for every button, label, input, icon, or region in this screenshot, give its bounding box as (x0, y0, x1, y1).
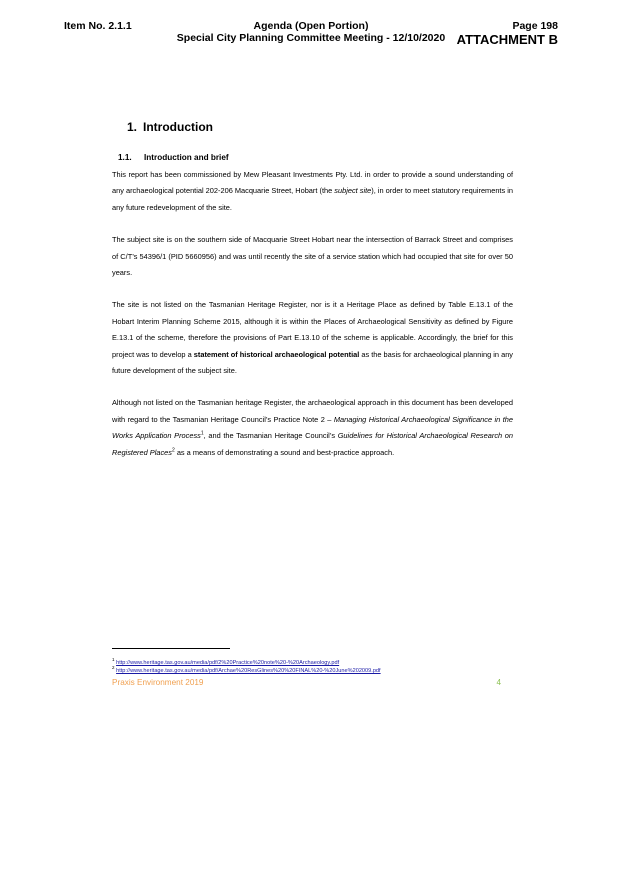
p4-text-a: Although not listed on the Tasmanian heritage Register, the archaeological approach in this document has been developed with regard to the Tasmanian Heritage Council’s Practice Note 2 – (112, 398, 513, 424)
p1-emphasis: subject site (334, 186, 372, 196)
footnote-1-number: 1 (112, 657, 115, 663)
item-number: Item No. 2.1.1 (64, 20, 132, 32)
p3-text-a: The site is not listed on the Tasmanian Heritage Register, nor is it a Heritage Place as defined by Table E.13.1 of the Hobart Interim Planning Scheme 2015, although it is within the Places of Archaeological Sensitivity as defined by Figure E.13.1 of the scheme, therefore the provisions of Part E.13.10 of the scheme is applicable. Accordingly, the brief for this project was to develop a (112, 300, 513, 359)
paragraph-4 (112, 395, 513, 461)
subsection-heading (118, 153, 513, 162)
p4-emphasis-1: Managing Historical Archaeological Significance in the Works Application Process (112, 414, 514, 441)
footnote-1-link[interactable]: http://www.heritage.tas.gov.au/media/pdf/2%20Practice%20note%20-%20Archaeology.pdf (116, 660, 340, 666)
subsection-title: Introduction and brief (144, 153, 229, 162)
footnote-2-number: 2 (112, 665, 115, 671)
p4-emphasis-2: Guidelines for Historical Archaeological Research on Registered Places (112, 431, 514, 457)
p4-text-b: , and the Tasmanian Heritage Council’s (203, 431, 338, 441)
section-heading (127, 120, 513, 134)
section-title: Introduction (143, 120, 213, 134)
subsection-number: 1.1. (118, 153, 132, 162)
footer-page-number: 4 (496, 678, 501, 687)
p1-text-a: This report has been commissioned by Mew Pleasant Investments Pty. Ltd. in order to provide a sound understanding of any archaeological potential 202-206 Macquarie Street, Hobart (the (112, 170, 513, 196)
page-footer (112, 678, 501, 687)
section-number: 1. (127, 120, 138, 134)
p3-strong: statement of historical archaeological potential (193, 349, 360, 359)
page-header (457, 20, 558, 47)
paragraph-3 (112, 297, 513, 379)
footnote-2-link[interactable]: http://www.heritage.tas.gov.au/media/pdf/Archae%20ResGlines%20%20FINAL%20-%20June%202009.pdf (116, 668, 381, 674)
footnote-ref-2[interactable]: 2 (171, 447, 175, 454)
paragraph-1 (112, 167, 513, 216)
footnote-2 (112, 667, 381, 675)
page-number-header: Page 198 (512, 20, 558, 32)
attachment-label: ATTACHMENT B (456, 32, 558, 47)
agenda-title: Agenda (Open Portion) (253, 20, 369, 32)
paragraph-2: The subject site is on the southern side of Macquarie Street Hobart near the intersection of Barrack Street and comprises of C/T’s 54396/1 (PID 5660956) and was until recently the site of a service station which had occupied that site for over 50 years. (112, 235, 513, 278)
footnote-divider (112, 648, 230, 649)
footnote-ref-1[interactable]: 1 (200, 430, 204, 437)
p3-text-b: as the basis for archaeological planning in any future development of the subject site. (112, 349, 513, 376)
footnotes (112, 659, 381, 675)
meeting-title: Special City Planning Committee Meeting - 12/10/2020 (176, 32, 446, 44)
footnote-1 (112, 659, 381, 667)
footer-company: Praxis Environment 2019 (112, 678, 204, 687)
document-body (112, 120, 513, 461)
p1-text-b: ), in order to meet statutory requirements in any future redevelopment of the site. (112, 186, 513, 212)
p4-text-c: as a means of demonstrating a sound and best-practice approach. (174, 447, 395, 457)
